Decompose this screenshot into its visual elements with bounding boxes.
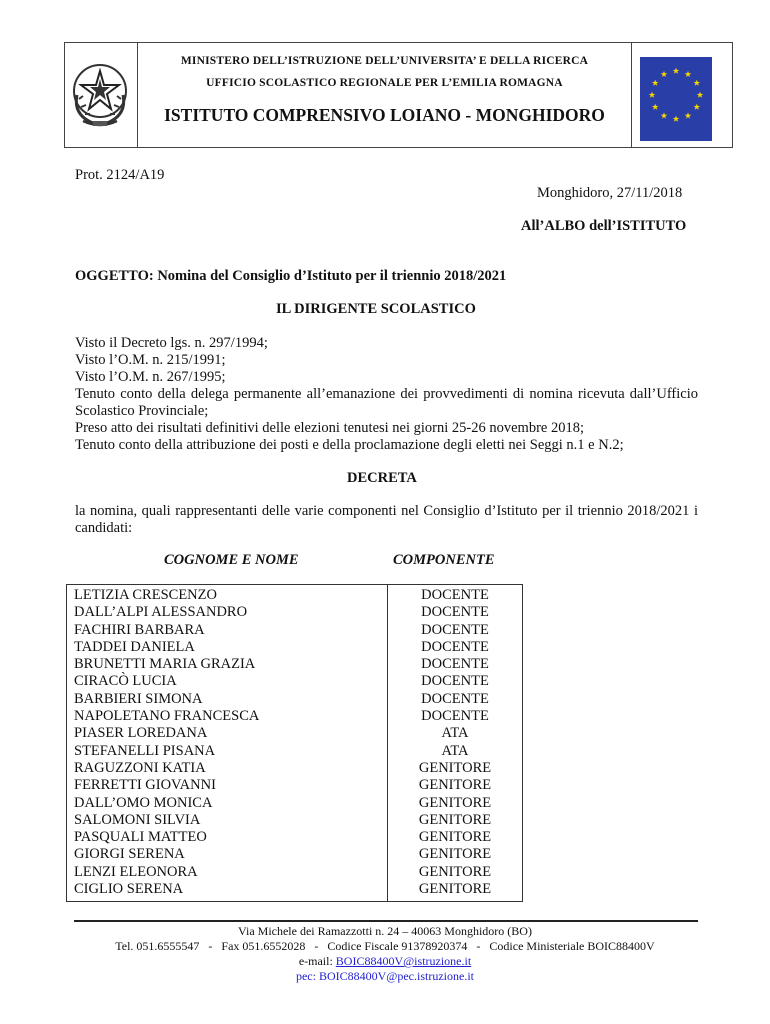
table-row — [67, 760, 523, 777]
member-role: DOCENTE — [388, 639, 523, 656]
member-role: GENITORE — [388, 846, 523, 863]
member-role: ATA — [388, 725, 523, 742]
member-name: TADDEI DANIELA — [67, 639, 388, 656]
email-link[interactable]: BOIC88400V@istruzione.it — [335, 954, 472, 968]
ministry-name: MINISTERO DELL’ISTRUZIONE DELL’UNIVERSITA’ E DELLA RICERCA — [180, 55, 589, 67]
member-role: DOCENTE — [388, 673, 523, 690]
recital: Visto l’O.M. n. 267/1995; — [75, 369, 226, 385]
footer-address: Via Michele dei Ramazzotti n. 24 – 40063 Monghidoro (BO) — [238, 924, 532, 938]
recital: Tenuto conto della attribuzione dei posti e della proclamazione degli eletti nei Seggi n.1 e N.2; — [75, 437, 624, 453]
table-row — [67, 846, 523, 863]
column-header-role: COMPONENTE — [393, 552, 495, 568]
member-role: GENITORE — [388, 760, 523, 777]
member-name: CIRACÒ LUCIA — [67, 673, 388, 690]
recital: Tenuto conto della delega permanente all’emanazione dei provvedimenti di nomina ricevuta dall’Ufficio Scolastico Provinciale; — [75, 386, 698, 419]
letterhead — [64, 42, 733, 148]
table-row — [67, 864, 523, 881]
member-name: BARBIERI SIMONA — [67, 691, 388, 708]
member-role: ATA — [388, 743, 523, 760]
table-row — [67, 725, 523, 742]
table-row — [67, 622, 523, 639]
member-role: DOCENTE — [388, 604, 523, 621]
recital: Visto l’O.M. n. 215/1991; — [75, 352, 226, 368]
member-name: SALOMONI SILVIA — [67, 812, 388, 829]
table-row — [67, 691, 523, 708]
place-date: Monghidoro, 27/11/2018 — [537, 185, 683, 201]
table-row — [67, 604, 523, 621]
table-row — [67, 639, 523, 656]
email-label: e-mail: — [298, 954, 336, 968]
school-name: ISTITUTO COMPRENSIVO LOIANO - MONGHIDORO — [164, 105, 605, 125]
recital: Preso atto dei risultati definitivi delle elezioni tenutesi nei giorni 25-26 novembre 2018; — [75, 420, 584, 436]
table-row — [67, 829, 523, 846]
table-row — [67, 585, 523, 605]
member-name: FACHIRI BARBARA — [67, 622, 388, 639]
member-name: DALL’OMO MONICA — [67, 795, 388, 812]
member-role: GENITORE — [388, 777, 523, 794]
recipient: All’ALBO dell’ISTITUTO — [521, 218, 687, 234]
authority-heading: IL DIRIGENTE SCOLASTICO — [276, 301, 476, 317]
member-name: CIGLIO SERENA — [67, 881, 388, 902]
footer-email — [0, 954, 770, 969]
header-divider — [631, 43, 632, 147]
decree-heading: DECRETA — [347, 470, 417, 486]
member-name: STEFANELLI PISANA — [67, 743, 388, 760]
italian-republic-emblem-icon — [69, 59, 131, 131]
footer-rule — [74, 920, 698, 922]
member-role: GENITORE — [388, 881, 523, 902]
member-name: FERRETTI GIOVANNI — [67, 777, 388, 794]
footer-pec[interactable]: pec: BOIC88400V@pec.istruzione.it — [295, 969, 474, 983]
member-role: DOCENTE — [388, 656, 523, 673]
decree-text: la nomina, quali rappresentanti delle varie componenti nel Consiglio d’Istituto per il triennio 2018/2021 i candidati: — [75, 503, 698, 536]
member-name: GIORGI SERENA — [67, 846, 388, 863]
member-name: PASQUALI MATTEO — [67, 829, 388, 846]
member-name: NAPOLETANO FRANCESCA — [67, 708, 388, 725]
member-name: RAGUZZONI KATIA — [67, 760, 388, 777]
recital: Visto il Decreto lgs. n. 297/1994; — [75, 335, 268, 351]
member-name: PIASER LOREDANA — [67, 725, 388, 742]
members-table — [66, 584, 523, 902]
member-role: DOCENTE — [388, 585, 523, 605]
member-role: DOCENTE — [388, 691, 523, 708]
table-row — [67, 743, 523, 760]
eu-flag-icon — [638, 53, 714, 141]
member-name: LENZI ELEONORA — [67, 864, 388, 881]
member-name: DALL’ALPI ALESSANDRO — [67, 604, 388, 621]
member-name: LETIZIA CRESCENZO — [67, 585, 388, 605]
table-row — [67, 812, 523, 829]
footer-contacts: Tel. 051.6555547 - Fax 051.6552028 - Codice Fiscale 91378920374 - Codice Ministeriale BOIC88400V — [115, 939, 655, 953]
protocol-number: Prot. 2124/A19 — [75, 167, 165, 183]
subject: OGGETTO: Nomina del Consiglio d’Istituto per il triennio 2018/2021 — [75, 268, 507, 284]
table-row — [67, 881, 523, 902]
table-row — [67, 777, 523, 794]
member-role: DOCENTE — [388, 622, 523, 639]
header-text — [138, 43, 631, 147]
member-role: DOCENTE — [388, 708, 523, 725]
regional-office: UFFICIO SCOLASTICO REGIONALE PER L’EMILIA ROMAGNA — [206, 77, 563, 89]
member-role: GENITORE — [388, 829, 523, 846]
member-role: GENITORE — [388, 864, 523, 881]
member-name: BRUNETTI MARIA GRAZIA — [67, 656, 388, 673]
column-header-name: COGNOME E NOME — [164, 552, 299, 568]
table-row — [67, 656, 523, 673]
table-row — [67, 673, 523, 690]
member-role: GENITORE — [388, 795, 523, 812]
table-row — [67, 795, 523, 812]
table-row — [67, 708, 523, 725]
member-role: GENITORE — [388, 812, 523, 829]
